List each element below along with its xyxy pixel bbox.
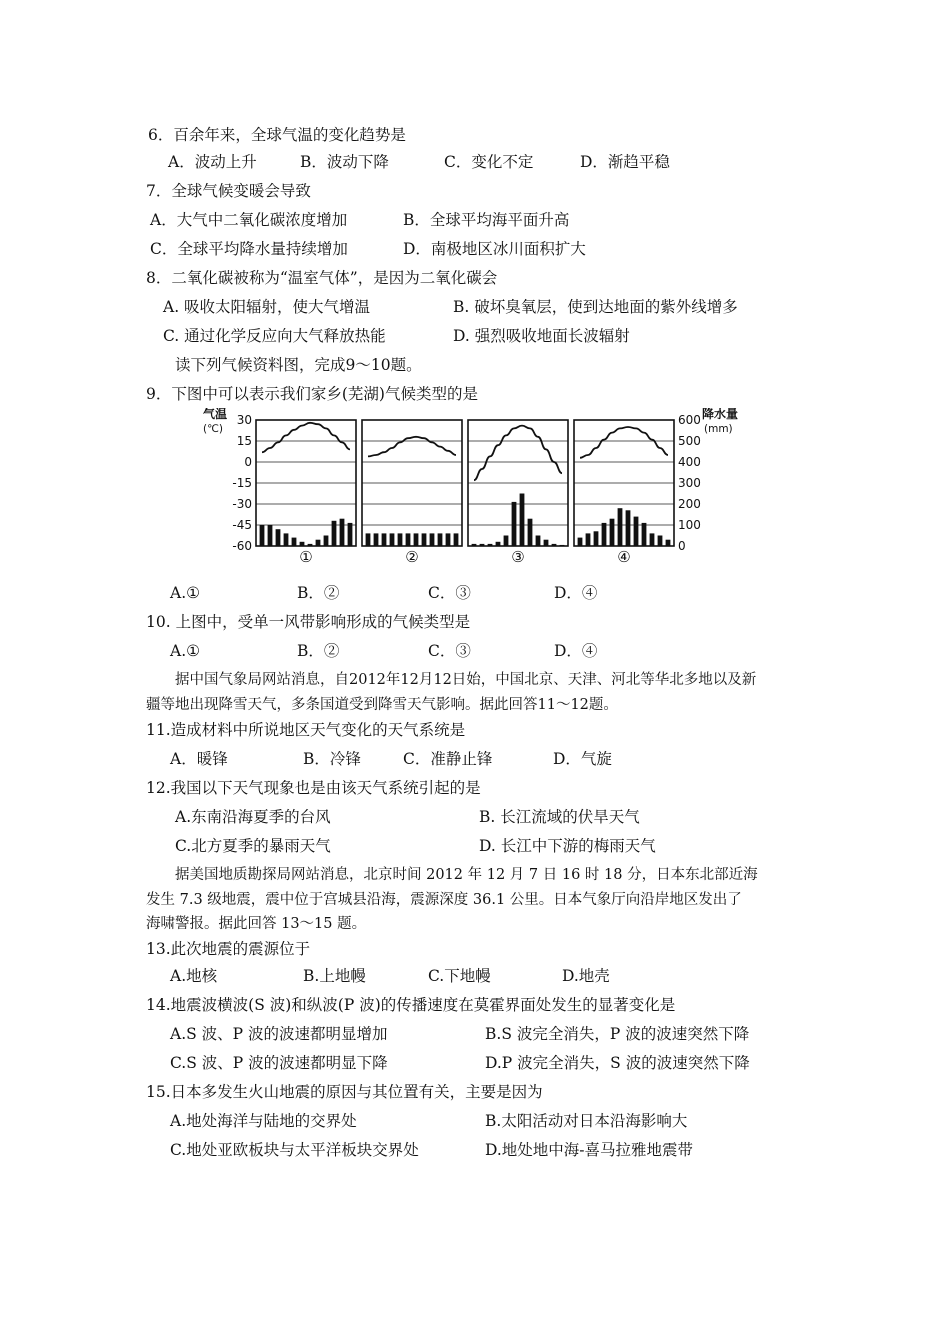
q15-option-c[interactable]: C.地处亚欧板块与太平洋板块交界处 [170, 1141, 419, 1159]
precip-bar [316, 540, 321, 546]
precip-tick-label: 600 [678, 413, 701, 427]
precip-bar [602, 523, 607, 546]
precip-bar [560, 545, 565, 546]
temp-tick-label: -60 [232, 539, 252, 553]
q8-option-b[interactable]: B. 破坏臭氧层，使到达地面的紫外线增多 [453, 298, 738, 316]
precip-bar [308, 544, 313, 546]
q7-option-a[interactable]: A．大气中二氧化碳浓度增加 [150, 211, 348, 229]
temp-axis-unit: (℃) [203, 423, 223, 435]
precip-bar [658, 536, 663, 547]
precip-bar [504, 536, 509, 547]
temp-tick-label: 15 [236, 434, 252, 448]
precip-bar [472, 544, 477, 546]
q8-option-d[interactable]: D. 强烈吸收地面长波辐射 [453, 327, 630, 345]
precip-bar [276, 529, 281, 546]
intro-13-15-line-2: 发生 7.3 级地震，震中位于宫城县沿海，震源深度 36.1 公里。日本气象厅向沿岸地区发出了 [146, 892, 742, 908]
q12-option-a[interactable]: A.东南沿海夏季的台风 [175, 808, 331, 826]
q13-option-c[interactable]: C.下地幔 [428, 967, 491, 985]
q13-stem: 13.此次地震的震源位于 [146, 940, 311, 958]
precip-bar [454, 533, 459, 546]
temp-tick-label: -45 [232, 518, 252, 532]
q15-stem: 15.日本多发生火山地震的原因与其位置有关，主要是因为 [146, 1083, 543, 1101]
panel-label: ① [299, 548, 313, 566]
precip-bar [512, 502, 517, 546]
precip-bar [496, 542, 501, 546]
q9-option-d[interactable]: D．④ [554, 584, 598, 602]
q12-option-d[interactable]: D. 长江中下游的梅雨天气 [479, 837, 656, 855]
q15-option-b[interactable]: B.太阳活动对日本沿海影响大 [485, 1112, 688, 1130]
q7-option-c[interactable]: C．全球平均降水量持续增加 [150, 240, 348, 258]
precip-tick-label: 0 [678, 539, 686, 553]
q14-option-d[interactable]: D.P 波完全消失，S 波的波速突然下降 [485, 1054, 750, 1072]
precip-bar [382, 533, 387, 546]
q9-option-b[interactable]: B．② [297, 584, 340, 602]
precip-bar [340, 519, 345, 546]
q13-option-a[interactable]: A.地核 [170, 967, 218, 985]
climate-chart-svg [200, 408, 760, 568]
q14-option-c[interactable]: C.S 波、P 波的波速都明显下降 [170, 1054, 388, 1072]
precip-bar [430, 533, 435, 546]
q9-option-c[interactable]: C．③ [428, 584, 471, 602]
panel-label: ④ [617, 548, 631, 566]
precip-bar [390, 533, 395, 546]
intro-13-15-line-1: 据美国地质勘探局网站消息，北京时间 2012 年 12 月 7 日 16 时 18 分，日本东北部近海 [175, 867, 758, 883]
precip-bar [650, 533, 655, 546]
precip-bar [586, 533, 591, 546]
precip-bar [610, 519, 615, 546]
climate-chart [200, 408, 760, 568]
intro-11-12-line-1: 据中国气象局网站消息，自2012年12月12日始，中国北京、天津、河北等华北多地以及新 [175, 672, 757, 688]
precip-bar [332, 521, 337, 546]
precip-bar [594, 531, 599, 546]
precip-axis-unit: (mm) [704, 423, 733, 435]
precip-axis-label: 降水量 [702, 408, 739, 421]
precip-bar [480, 544, 485, 546]
q10-option-d[interactable]: D．④ [554, 642, 598, 660]
precip-bar [268, 525, 273, 546]
q14-option-b[interactable]: B.S 波完全消失，P 波的波速突然下降 [485, 1025, 750, 1043]
q14-option-a[interactable]: A.S 波、P 波的波速都明显增加 [170, 1025, 388, 1043]
precip-tick-label: 200 [678, 497, 701, 511]
precip-tick-label: 100 [678, 518, 701, 532]
precip-bar [446, 533, 451, 546]
temperature-curve [580, 427, 668, 458]
precip-bar [536, 536, 541, 547]
precip-bar [414, 533, 419, 546]
precip-bar [520, 494, 525, 547]
precip-bar [634, 517, 639, 546]
q11-stem: 11.造成材料中所说地区天气变化的天气系统是 [146, 721, 466, 739]
temperature-curve [474, 426, 562, 481]
precip-bar [642, 523, 647, 546]
precip-bar [618, 508, 623, 546]
precip-tick-label: 400 [678, 455, 701, 469]
q6-option-b[interactable]: B．波动下降 [300, 153, 389, 171]
precip-bar [422, 533, 427, 546]
precip-bar [488, 544, 493, 546]
temp-tick-label: 0 [244, 455, 252, 469]
temp-axis-label: 气温 [203, 408, 228, 421]
q13-option-b[interactable]: B.上地幔 [303, 967, 366, 985]
temp-tick-label: -15 [232, 476, 252, 490]
precip-bar [324, 536, 329, 547]
q11-option-a[interactable]: A．暖锋 [170, 750, 228, 768]
intro-11-12-line-2: 疆等地出现降雪天气，多条国道受到降雪天气影响。据此回答11～12题。 [146, 697, 618, 713]
q6-option-d[interactable]: D．渐趋平稳 [580, 153, 670, 171]
precip-tick-label: 500 [678, 434, 701, 448]
temp-tick-label: 30 [236, 413, 252, 427]
q10-option-c[interactable]: C．③ [428, 642, 471, 660]
q11-option-b[interactable]: B．冷锋 [303, 750, 361, 768]
q15-option-d[interactable]: D.地处地中海-喜马拉雅地震带 [485, 1141, 694, 1159]
q11-option-d[interactable]: D．气旋 [553, 750, 612, 768]
precip-bar [406, 533, 411, 546]
precip-bar [300, 542, 305, 546]
q15-option-a[interactable]: A.地处海洋与陆地的交界处 [170, 1112, 357, 1130]
precip-bar [292, 538, 297, 546]
q11-option-c[interactable]: C．准静止锋 [403, 750, 493, 768]
q6-option-a[interactable]: A．波动上升 [168, 153, 257, 171]
precip-bar [398, 533, 403, 546]
precip-bar [666, 540, 671, 546]
panel-label: ② [405, 548, 419, 566]
precip-bar [626, 510, 631, 546]
q7-option-b[interactable]: B．全球平均海平面升高 [403, 211, 570, 229]
intro-9-10: 读下列气候资料图，完成9～10题。 [175, 356, 422, 374]
precip-bar [374, 533, 379, 546]
q7-stem: 7．全球气候变暖会导致 [146, 182, 311, 200]
q10-stem: 10. 上图中，受单一风带影响形成的气候类型是 [146, 613, 471, 631]
q12-stem: 12.我国以下天气现象也是由该天气系统引起的是 [146, 779, 481, 797]
precip-bar [348, 523, 353, 546]
precip-bar [438, 533, 443, 546]
q12-option-b[interactable]: B. 长江流域的伏旱天气 [479, 808, 640, 826]
precip-tick-label: 300 [678, 476, 701, 490]
panel-label: ③ [511, 548, 525, 566]
q6-option-c[interactable]: C．变化不定 [444, 153, 534, 171]
q10-option-b[interactable]: B．② [297, 642, 340, 660]
q8-stem: 8．二氧化碳被称为“温室气体”，是因为二氧化碳会 [146, 269, 498, 287]
q14-stem: 14.地震波横波(S 波)和纵波(P 波)的传播速度在莫霍界面处发生的显著变化是 [146, 996, 676, 1014]
q13-option-d[interactable]: D.地壳 [562, 967, 610, 985]
precip-bar [528, 519, 533, 546]
precip-bar [544, 540, 549, 546]
temperature-curve [368, 437, 456, 457]
q8-option-c[interactable]: C. 通过化学反应向大气释放热能 [163, 327, 386, 345]
q8-option-a[interactable]: A. 吸收太阳辐射，使大气增温 [163, 298, 371, 316]
precip-bar [284, 533, 289, 546]
q6-stem: 6．百余年来，全球气温的变化趋势是 [148, 126, 406, 144]
precip-bar [552, 544, 557, 546]
temperature-curve [262, 423, 350, 452]
precip-bar [366, 533, 371, 546]
precip-bar [260, 525, 265, 546]
precip-bar [578, 538, 583, 546]
temp-tick-label: -30 [232, 497, 252, 511]
q9-option-a[interactable]: A.① [170, 584, 201, 602]
q10-option-a[interactable]: A.① [170, 642, 201, 660]
intro-13-15-line-3: 海啸警报。据此回答 13～15 题。 [146, 916, 367, 932]
q9-stem: 9．下图中可以表示我们家乡(芜湖)气候类型的是 [146, 385, 478, 403]
q7-option-d[interactable]: D．南极地区冰川面积扩大 [403, 240, 586, 258]
q12-option-c[interactable]: C.北方夏季的暴雨天气 [175, 837, 331, 855]
